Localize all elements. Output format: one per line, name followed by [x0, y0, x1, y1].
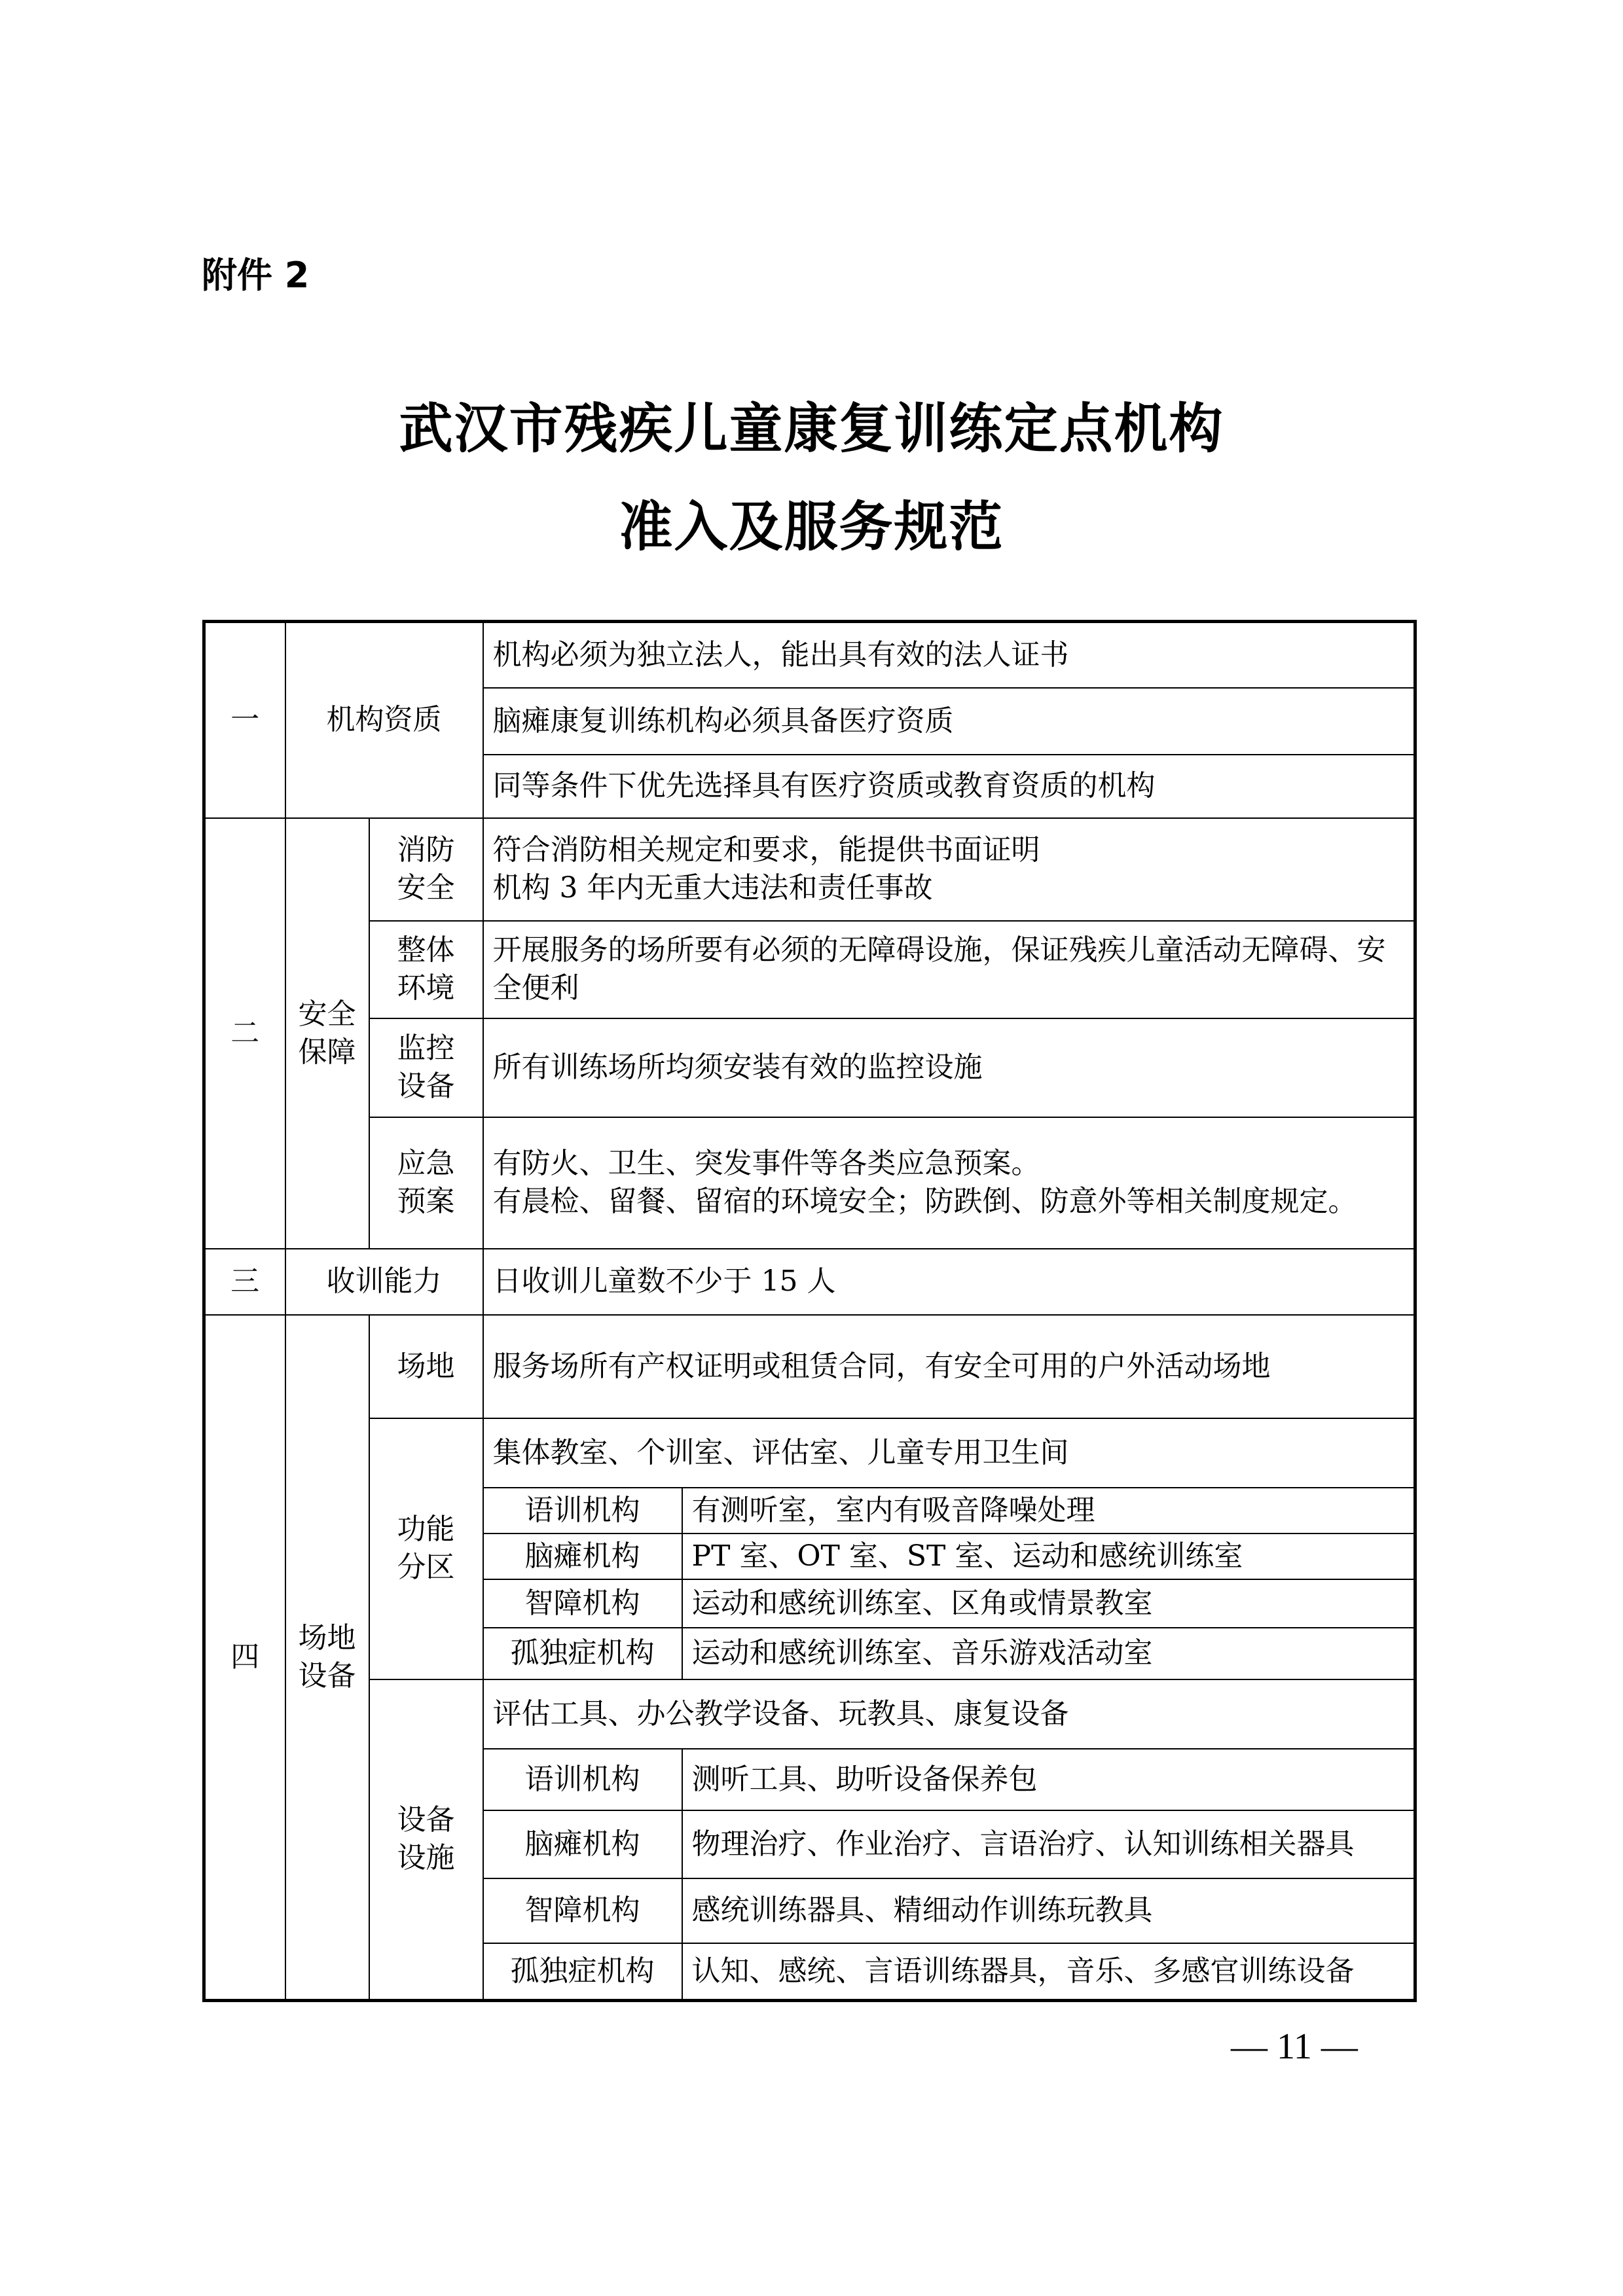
institution-type-cell: 孤独症机构	[483, 1628, 682, 1679]
table-row	[204, 1679, 1415, 1749]
requirement-cell: 日收训儿童数不少于 15 人	[483, 1249, 1415, 1315]
table-row	[204, 1315, 1415, 1418]
section-index: 二	[204, 818, 285, 1249]
institution-type-cell: 脑瘫机构	[483, 1810, 682, 1878]
requirement-cell: 服务场所有产权证明或租赁合同，有安全可用的户外活动场地	[483, 1315, 1415, 1418]
requirement-cell: 所有训练场所均须安装有效的监控设施	[483, 1018, 1415, 1117]
subcategory-cell: 设备 设施	[369, 1679, 483, 2001]
section-category: 场地 设备	[285, 1315, 369, 2001]
institution-type-cell: 智障机构	[483, 1579, 682, 1628]
institution-type-cell: 智障机构	[483, 1878, 682, 1943]
subcategory-cell: 应急 预案	[369, 1117, 483, 1249]
requirement-cell: 集体教室、个训室、评估室、儿童专用卫生间	[483, 1418, 1415, 1488]
subcategory-cell: 场地	[369, 1315, 483, 1418]
requirement-cell: 测听工具、助听设备保养包	[682, 1749, 1415, 1810]
requirement-cell: 感统训练器具、精细动作训练玩教具	[682, 1878, 1415, 1943]
section-category: 安全 保障	[285, 818, 369, 1249]
attachment-label: 附件 2	[202, 255, 310, 296]
table-row	[204, 1249, 1415, 1315]
institution-type-cell: 语训机构	[483, 1749, 682, 1810]
table-row	[204, 1018, 1415, 1117]
table-row	[204, 921, 1415, 1018]
requirement-cell: 同等条件下优先选择具有医疗资质或教育资质的机构	[483, 755, 1415, 818]
table-row	[204, 818, 1415, 921]
institution-type-cell: 孤独症机构	[483, 1943, 682, 2001]
subcategory-cell: 整体 环境	[369, 921, 483, 1018]
requirement-cell: 有防火、卫生、突发事件等各类应急预案。 有晨检、留餐、留宿的环境安全；防跌倒、防意外等相关制度规定。	[483, 1117, 1415, 1249]
institution-type-cell: 语训机构	[483, 1488, 682, 1534]
section-category: 收训能力	[285, 1249, 483, 1315]
requirement-cell: 认知、感统、言语训练器具，音乐、多感官训练设备	[682, 1943, 1415, 2001]
table-row	[204, 1418, 1415, 1488]
section-index: 一	[204, 622, 285, 818]
requirement-cell: 运动和感统训练室、区角或情景教室	[682, 1579, 1415, 1628]
subcategory-cell: 功能 分区	[369, 1418, 483, 1679]
subcategory-cell: 监控 设备	[369, 1018, 483, 1117]
section-index: 四	[204, 1315, 285, 2001]
page-title-line1: 武汉市残疾儿童康复训练定点机构	[399, 398, 1224, 460]
requirement-cell: 机构必须为独立法人，能出具有效的法人证书	[483, 622, 1415, 688]
requirement-cell: 物理治疗、作业治疗、言语治疗、认知训练相关器具	[682, 1810, 1415, 1878]
institution-type-cell: 脑瘫机构	[483, 1534, 682, 1579]
spec-table	[202, 620, 1417, 2002]
page-number: — 11 —	[1231, 2026, 1358, 2067]
requirement-cell: PT 室、OT 室、ST 室、运动和感统训练室	[682, 1534, 1415, 1579]
table-row	[204, 622, 1415, 688]
requirement-cell: 评估工具、办公教学设备、玩教具、康复设备	[483, 1679, 1415, 1749]
subcategory-cell: 消防 安全	[369, 818, 483, 921]
page-title-line2: 准入及服务规范	[619, 496, 1004, 558]
section-index: 三	[204, 1249, 285, 1315]
requirement-cell: 开展服务的场所要有必须的无障碍设施，保证残疾儿童活动无障碍、安全便利	[483, 921, 1415, 1018]
table-row	[204, 1117, 1415, 1249]
requirement-cell: 符合消防相关规定和要求，能提供书面证明 机构 3 年内无重大违法和责任事故	[483, 818, 1415, 921]
requirement-cell: 有测听室，室内有吸音降噪处理	[682, 1488, 1415, 1534]
section-category: 机构资质	[285, 622, 483, 818]
requirement-cell: 脑瘫康复训练机构必须具备医疗资质	[483, 688, 1415, 755]
requirement-cell: 运动和感统训练室、音乐游戏活动室	[682, 1628, 1415, 1679]
